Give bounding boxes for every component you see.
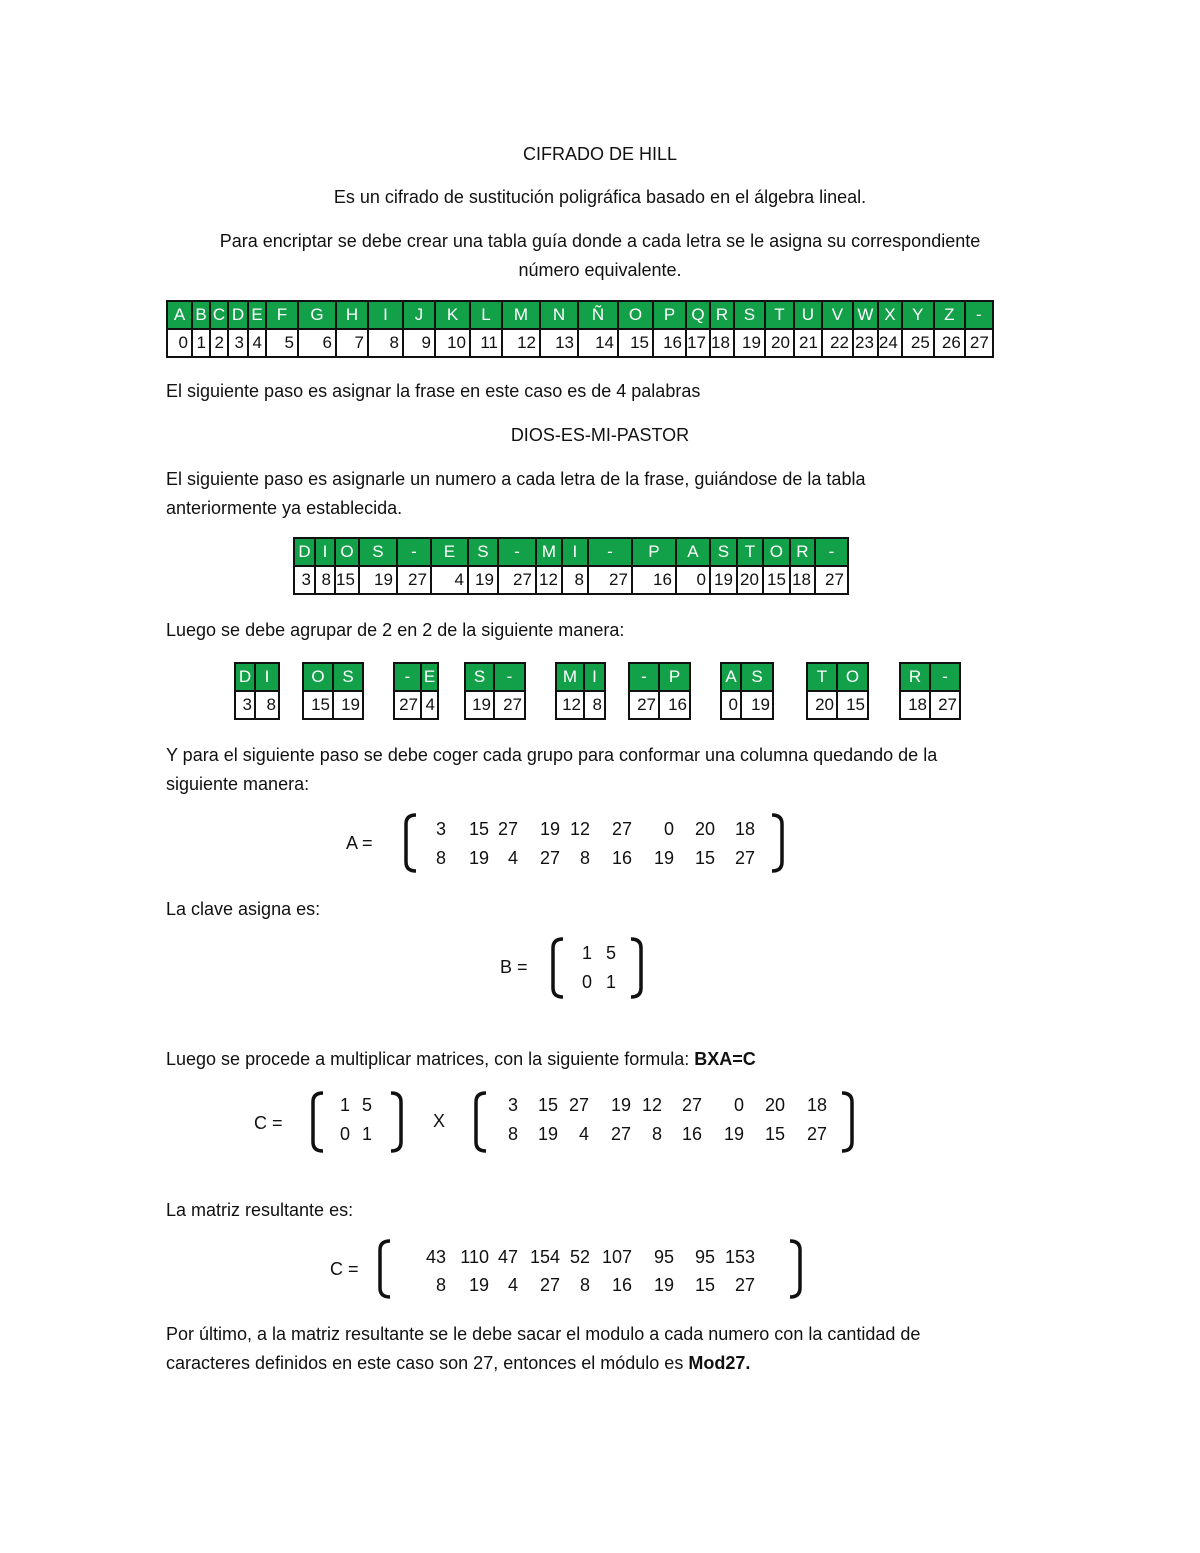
pair-letter-cell: - [930,663,960,691]
matrix-cell: 27 [539,1275,560,1295]
matrix-cell: 0 [581,972,592,992]
phrase-table [293,537,849,595]
matrix-cell: 8 [651,1124,662,1144]
phrase-letter-cell: M [536,538,562,566]
alphabet-letter-cell: N [540,301,578,329]
pair-number-cell: 19 [333,691,363,719]
matrix-cell: 19 [723,1124,744,1144]
matrix-cell: 20 [764,1095,785,1115]
alphabet-table [166,300,994,358]
pair-letter-cell: I [584,663,605,691]
alphabet-letter-cell: Ñ [578,301,618,329]
matrix-cell: 110 [460,1247,489,1267]
pair-letter-cell: O [837,663,868,691]
alphabet-letter-cell: K [435,301,470,329]
alphabet-letter-cell: D [228,301,248,329]
matrix-cell: 15 [468,819,489,839]
phrase-letter-cell: E [431,538,468,566]
alphabet-letter-cell: E [248,301,266,329]
pair-number-cell: 16 [659,691,690,719]
pair-box [393,662,439,720]
matrix-cell: 27 [568,1095,589,1115]
pair-number-cell: 20 [807,691,837,719]
phrase-letter-cell: - [588,538,632,566]
phrase-letter-cell: O [763,538,790,566]
alphabet-letter-cell: T [765,301,794,329]
alphabet-number-cell: 4 [248,329,266,357]
right-bracket-icon [838,1090,858,1154]
alphabet-number-cell: 0 [167,329,192,357]
phrase-number-cell: 12 [536,566,562,594]
pair-letter-cell: S [465,663,494,691]
matrix-cell: 4 [578,1124,589,1144]
phrase-number-cell: 19 [710,566,737,594]
product-label: C = [254,1113,283,1133]
matrix-cell: 15 [537,1095,558,1115]
alphabet-number-cell: 24 [878,329,902,357]
matrix-cell: 18 [806,1095,827,1115]
phrase-number-cell: 0 [676,566,710,594]
matrix-cell: 27 [734,1275,755,1295]
page-title: CIFRADO DE HILL [522,144,678,164]
table-paragraph-line-2: número equivalente. [518,260,682,280]
right-bracket-icon [768,812,788,874]
matrix-cell: 15 [764,1124,785,1144]
matrix-cell: 19 [653,1275,674,1295]
matrix-cell: 8 [435,848,446,868]
pair-letter-cell: D [235,663,255,691]
alphabet-letter-cell: - [965,301,993,329]
alphabet-number-cell: 13 [540,329,578,357]
alphabet-letter-cell: L [470,301,502,329]
matrix-cell: 19 [468,848,489,868]
left-bracket-icon [374,1238,394,1300]
alphabet-letter-cell: R [710,301,734,329]
matrix-cell: 0 [339,1124,350,1144]
pair-letter-cell: - [629,663,659,691]
alphabet-letter-cell: P [653,301,686,329]
alphabet-letter-cell: H [336,301,368,329]
last-paragraph-text: caracteres definidos en este caso son 27, entonces el módulo es [166,1353,689,1373]
matrix-cell: 8 [579,1275,590,1295]
assign-paragraph-line-2: anteriormente ya establecida. [166,498,403,518]
phrase-letter-cell: - [815,538,848,566]
alphabet-letter-cell: I [368,301,403,329]
pair-number-cell: 27 [494,691,525,719]
matrix-cell: 95 [694,1247,715,1267]
times-sign: X [433,1111,446,1131]
pair-number-cell: 19 [465,691,494,719]
alphabet-number-cell: 1 [192,329,210,357]
pair-box [555,662,606,720]
phrase-paragraph: El siguiente paso es asignar la frase en este caso es de 4 palabras [166,381,701,401]
pair-box [899,662,961,720]
mod-text: Mod27. [688,1353,751,1373]
pair-letter-cell: P [659,663,690,691]
pair-number-cell: 12 [556,691,584,719]
matrix-cell: 1 [581,943,592,963]
multiply-text: Luego se procede a multiplicar matrices, con la siguiente formula: [166,1049,695,1069]
matrix-cell: 12 [569,819,590,839]
alphabet-letter-cell: B [192,301,210,329]
matrix-cell: 19 [610,1095,631,1115]
phrase-letter-cell: O [335,538,359,566]
alphabet-number-cell: 5 [266,329,298,357]
pair-letter-cell: O [303,663,333,691]
alphabet-number-cell: 21 [794,329,822,357]
pair-box [234,662,280,720]
matrix-cell: 16 [611,848,632,868]
last-paragraph-line-1: Por último, a la matriz resultante se le debe sacar el modulo a cada numero con la cantidad de [166,1324,921,1344]
alphabet-letter-cell: G [298,301,336,329]
pair-letter-cell: S [741,663,773,691]
matrix-cell: 5 [605,943,616,963]
pair-letter-cell: M [556,663,584,691]
matrix-cell: 19 [537,1124,558,1144]
alphabet-number-cell: 27 [965,329,993,357]
phrase-text: DIOS-ES-MI-PASTOR [510,425,690,445]
right-bracket-icon [627,936,647,1000]
table-paragraph-line-1: Para encriptar se debe crear una tabla guía donde a cada letra se le asigna su correspondiente [219,231,981,251]
pair-number-cell: 3 [235,691,255,719]
phrase-number-cell: 15 [763,566,790,594]
matrix-cell: 95 [653,1247,674,1267]
matrix-cell: 27 [610,1124,631,1144]
phrase-number-cell: 3 [294,566,315,594]
alphabet-letter-cell: F [266,301,298,329]
matrix-cell: 3 [507,1095,518,1115]
phrase-letter-cell: - [397,538,431,566]
phrase-letter-cell: D [294,538,315,566]
alphabet-letter-cell: J [403,301,435,329]
matrix-cell: 107 [601,1247,632,1267]
phrase-number-cell: 20 [737,566,763,594]
phrase-number-cell: 19 [359,566,397,594]
pair-number-cell: 8 [584,691,605,719]
alphabet-number-cell: 9 [403,329,435,357]
matrix-cell: 154 [529,1247,560,1267]
formula-text: BXA=C [694,1049,756,1069]
matrix-cell: 8 [435,1275,446,1295]
matrix-cell: 4 [507,848,518,868]
alphabet-letter-cell: M [502,301,540,329]
phrase-number-cell: 8 [315,566,335,594]
alphabet-number-cell: 15 [618,329,653,357]
phrase-letter-cell: - [498,538,536,566]
matrix-cell: 52 [569,1247,590,1267]
pair-letter-cell: S [333,663,363,691]
matrix-cell: 27 [497,819,518,839]
alphabet-letter-cell: A [167,301,192,329]
pair-box [720,662,774,720]
alphabet-letter-cell: V [822,301,853,329]
pair-letter-cell: E [421,663,438,691]
phrase-number-cell: 27 [815,566,848,594]
phrase-letter-cell: S [468,538,498,566]
alphabet-number-cell: 14 [578,329,618,357]
pair-letter-cell: R [900,663,930,691]
matrix-cell: 0 [663,819,674,839]
last-paragraph-line-2 [166,1352,750,1374]
matrix-cell: 8 [507,1124,518,1144]
pair-number-cell: 4 [421,691,438,719]
phrase-letter-cell: I [562,538,588,566]
matrix-cell: 12 [641,1095,662,1115]
matrix-cell: 19 [653,848,674,868]
matrix-a-label: A = [346,833,373,853]
phrase-number-cell: 19 [468,566,498,594]
matrix-c-label: C = [330,1259,359,1279]
pair-number-cell: 15 [303,691,333,719]
matrix-cell: 19 [539,819,560,839]
result-paragraph: La matriz resultante es: [166,1200,354,1220]
matrix-cell: 27 [611,819,632,839]
pair-letter-cell: - [394,663,421,691]
phrase-number-cell: 18 [790,566,815,594]
alphabet-number-cell: 23 [853,329,878,357]
matrix-cell: 47 [497,1247,518,1267]
assign-paragraph-line-1: El siguiente paso es asignarle un numero a cada letra de la frase, guiándose de la tabla [166,469,866,489]
matrix-cell: 15 [694,1275,715,1295]
phrase-number-cell: 8 [562,566,588,594]
pair-letter-cell: A [721,663,741,691]
matrix-cell: 1 [605,972,616,992]
pair-number-cell: 0 [721,691,741,719]
right-bracket-icon [387,1090,407,1154]
matrix-cell: 1 [361,1124,372,1144]
alphabet-number-cell: 26 [934,329,965,357]
matrix-cell: 15 [694,848,715,868]
matrix-b-label: B = [500,957,528,977]
alphabet-letter-cell: Z [934,301,965,329]
matrix-cell: 20 [694,819,715,839]
alphabet-number-cell: 2 [210,329,228,357]
multiply-paragraph [166,1048,756,1070]
column-paragraph-line-2: siguiente manera: [166,774,310,794]
alphabet-number-cell: 8 [368,329,403,357]
pair-box [302,662,364,720]
matrix-cell: 43 [425,1247,446,1267]
phrase-number-cell: 27 [588,566,632,594]
alphabet-number-cell: 7 [336,329,368,357]
pair-letter-cell: T [807,663,837,691]
pair-number-cell: 27 [930,691,960,719]
alphabet-letter-cell: O [618,301,653,329]
matrix-cell: 18 [734,819,755,839]
alphabet-number-cell: 11 [470,329,502,357]
alphabet-letter-cell: S [734,301,765,329]
matrix-cell: 3 [435,819,446,839]
column-paragraph-line-1: Y para el siguiente paso se debe coger cada grupo para conformar una columna quedando de la [166,745,938,765]
pair-box [628,662,691,720]
matrix-cell: 27 [806,1124,827,1144]
matrix-cell: 5 [361,1095,372,1115]
alphabet-number-cell: 12 [502,329,540,357]
phrase-number-cell: 15 [335,566,359,594]
right-bracket-icon [786,1238,806,1300]
alphabet-number-cell: 16 [653,329,686,357]
phrase-letter-cell: S [710,538,737,566]
pair-number-cell: 18 [900,691,930,719]
phrase-number-cell: 4 [431,566,468,594]
alphabet-letter-cell: Q [686,301,710,329]
matrix-cell: 4 [507,1275,518,1295]
matrix-cell: 27 [681,1095,702,1115]
pair-box [464,662,526,720]
alphabet-number-cell: 6 [298,329,336,357]
phrase-letter-cell: P [632,538,676,566]
pair-letter-cell: I [255,663,279,691]
alphabet-number-cell: 18 [710,329,734,357]
group-paragraph: Luego se debe agrupar de 2 en 2 de la siguiente manera: [166,620,625,640]
alphabet-number-cell: 10 [435,329,470,357]
pair-box [806,662,869,720]
matrix-cell: 19 [468,1275,489,1295]
phrase-letter-cell: A [676,538,710,566]
alphabet-number-cell: 20 [765,329,794,357]
pair-number-cell: 27 [629,691,659,719]
phrase-letter-cell: S [359,538,397,566]
phrase-number-cell: 16 [632,566,676,594]
key-paragraph: La clave asigna es: [166,899,321,919]
phrase-letter-cell: R [790,538,815,566]
alphabet-letter-cell: X [878,301,902,329]
alphabet-letter-cell: W [853,301,878,329]
matrix-cell: 27 [734,848,755,868]
pair-letter-cell: - [494,663,525,691]
alphabet-letter-cell: C [210,301,228,329]
phrase-number-cell: 27 [397,566,431,594]
alphabet-number-cell: 25 [902,329,934,357]
matrix-cell: 8 [579,848,590,868]
alphabet-letter-cell: Y [902,301,934,329]
phrase-letter-cell: T [737,538,763,566]
pair-number-cell: 27 [394,691,421,719]
matrix-cell: 1 [339,1095,350,1115]
matrix-cell: 27 [539,848,560,868]
pair-number-cell: 15 [837,691,868,719]
alphabet-number-cell: 3 [228,329,248,357]
alphabet-number-cell: 22 [822,329,853,357]
pair-number-cell: 19 [741,691,773,719]
phrase-letter-cell: I [315,538,335,566]
pair-number-cell: 8 [255,691,279,719]
phrase-number-cell: 27 [498,566,536,594]
matrix-cell: 16 [611,1275,632,1295]
matrix-cell: 0 [733,1095,744,1115]
matrix-cell: 153 [724,1247,755,1267]
alphabet-number-cell: 17 [686,329,710,357]
alphabet-letter-cell: U [794,301,822,329]
intro-paragraph: Es un cifrado de sustitución poligráfica basado en el álgebra lineal. [333,187,867,207]
matrix-cell: 16 [681,1124,702,1144]
alphabet-number-cell: 19 [734,329,765,357]
